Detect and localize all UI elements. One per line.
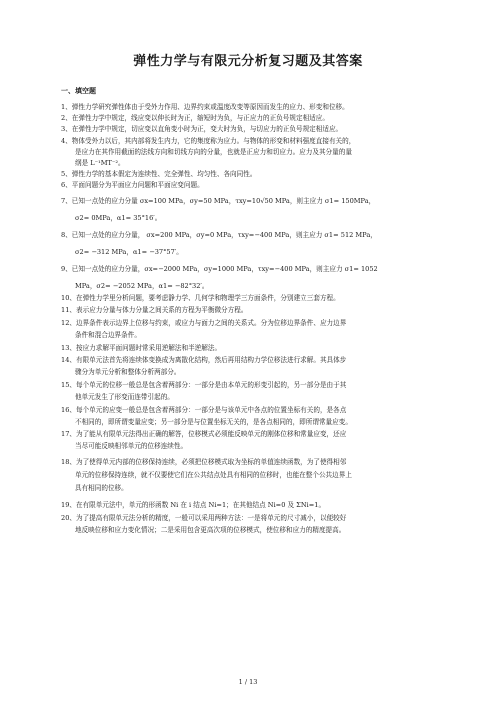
item-17-line1: 17、为了能从有限单元法得出正确的解答，位移模式必须能反映单元的刚体位移和常量应变，还应 — [61, 430, 347, 438]
item-12-line1: 12、边界条件表示边界上位移与约束，或应力与面力之间的关系式。分为位移边界条件、应力边界 — [61, 319, 347, 327]
item-3: 3、在弹性力学中规定，切应变以直角变小时为正，变大时为负，与切应力的正负号规定相适应。 — [61, 125, 343, 133]
item-4-line1: 4、物体受外力以后，其内部将发生内力，它的集度称为应力。与物体的形变和材料强度直接有关的， — [61, 137, 356, 145]
item-13: 13、按应力求解平面问题时常采用逆解法和半逆解法。 — [61, 344, 222, 352]
item-4-line2: 是应力在其作用截面的法线方向和切线方向的分量，也就是正应力和切应力。应力及其分量的量 — [75, 148, 352, 156]
item-9-line1: 9、已知一点处的应力分量，σx=−2000 MPa，σy=1000 MPa，τxy=−400 MPa，则主应力 σ1= 1052 — [61, 265, 378, 273]
item-18-line3: 具有相同的位移。 — [75, 484, 128, 492]
item-20-line2: 地反映位移和应力变化情况；二是采用包含更高次项的位移模式，使位移和应力的精度提高。 — [75, 526, 346, 534]
item-5: 5、弹性力学的基本假定为连续性、完全弹性、均匀性、各向同性。 — [61, 170, 257, 178]
item-7-line2: σ2= 0MPa，α1= 35°16′。 — [75, 214, 162, 222]
section-heading: 一、填空题 — [61, 87, 96, 95]
item-11: 11、表示应力分量与体力分量之间关系的方程为平衡微分方程。 — [61, 306, 248, 314]
item-17-line2: 当尽可能反映相邻单元的位移连续性。 — [75, 442, 188, 450]
item-15-line1: 15、每个单元的位移一般总是包含着两部分：一部分是由本单元的形变引起的，另一部分是由于其 — [61, 381, 347, 389]
item-18-line2: 单元的位移保持连续，就不仅要使它们在公共结点处具有相同的位移时，也能在整个公共边界上 — [75, 471, 352, 479]
item-6: 6、平面问题分为平面应力问题和平面应变问题。 — [61, 181, 204, 189]
item-15-line2: 他单元发生了形变而连带引起的。 — [75, 393, 174, 401]
item-16-line1: 16、每个单元的应变一般总是包含着两部分：一部分是与该单元中各点的位置坐标有关的，是各点 — [61, 406, 347, 414]
item-16-line2: 不相同的，即所谓变量应变；另一部分是与位置坐标无关的，是各点相同的，即所谓常量应变。 — [75, 418, 352, 426]
item-4-line3: 纲是 L⁻¹MT⁻²。 — [75, 159, 125, 167]
page-number: 1 / 13 — [238, 678, 258, 686]
item-12-line2: 条件和混合边界条件。 — [75, 331, 141, 339]
item-18-line1: 18、为了使得单元内部的位移保持连续，必须把位移模式取为坐标的单值连续函数，为了使得相邻 — [61, 458, 347, 466]
page-title: 弹性力学与有限元分析复习题及其答案 — [133, 54, 363, 69]
item-2: 2、在弹性力学中规定，线应变以伸长时为正，缩短时为负，与正应力的正负号规定相适应。 — [61, 114, 329, 122]
item-8-line2: σ2= −312 MPa，α1= −37°57′。 — [75, 248, 183, 256]
item-20-line1: 20、为了提高有限单元法分析的精度，一般可以采用两种方法：一是将单元的尺寸减小，以便较好 — [61, 514, 347, 522]
item-7-line1: 7、已知一点处的应力分量 σx=100 MPa，σy=50 MPa，τxy=10√50 MPa，则主应力 σ1= 150MPa， — [61, 197, 376, 205]
item-14-line2: 骤分为单元分析和整体分析两部分。 — [75, 368, 181, 376]
item-14-line1: 14、有限单元法首先将连续体变换成为离散化结构，然后再用结构力学位移法进行求解。其具体步 — [61, 356, 347, 364]
item-8-line1: 8、已知一点处的应力分量， σx=200 MPa，σy=0 MPa，τxy=−400 MPa，则主应力 σ1= 512 MPa， — [61, 231, 377, 239]
item-19: 19、在有限单元法中，单元的形函数 Ni 在 i 结点 Ni=1；在其他结点 Ni=0 及 ΣNi=1。 — [61, 501, 326, 509]
item-10: 10、在弹性力学里分析问题，要考虑静力学、几何学和物理学三方面条件，分别建立三套方程。 — [61, 294, 340, 302]
item-9-line2: MPa，σ2= −2052 MPa，α1= −82°32′。 — [75, 282, 209, 290]
item-1: 1、弹性力学研究弹性体由于受外力作用、边界约束或温度改变等原因而发生的应力、形变和位移。 — [61, 103, 349, 111]
